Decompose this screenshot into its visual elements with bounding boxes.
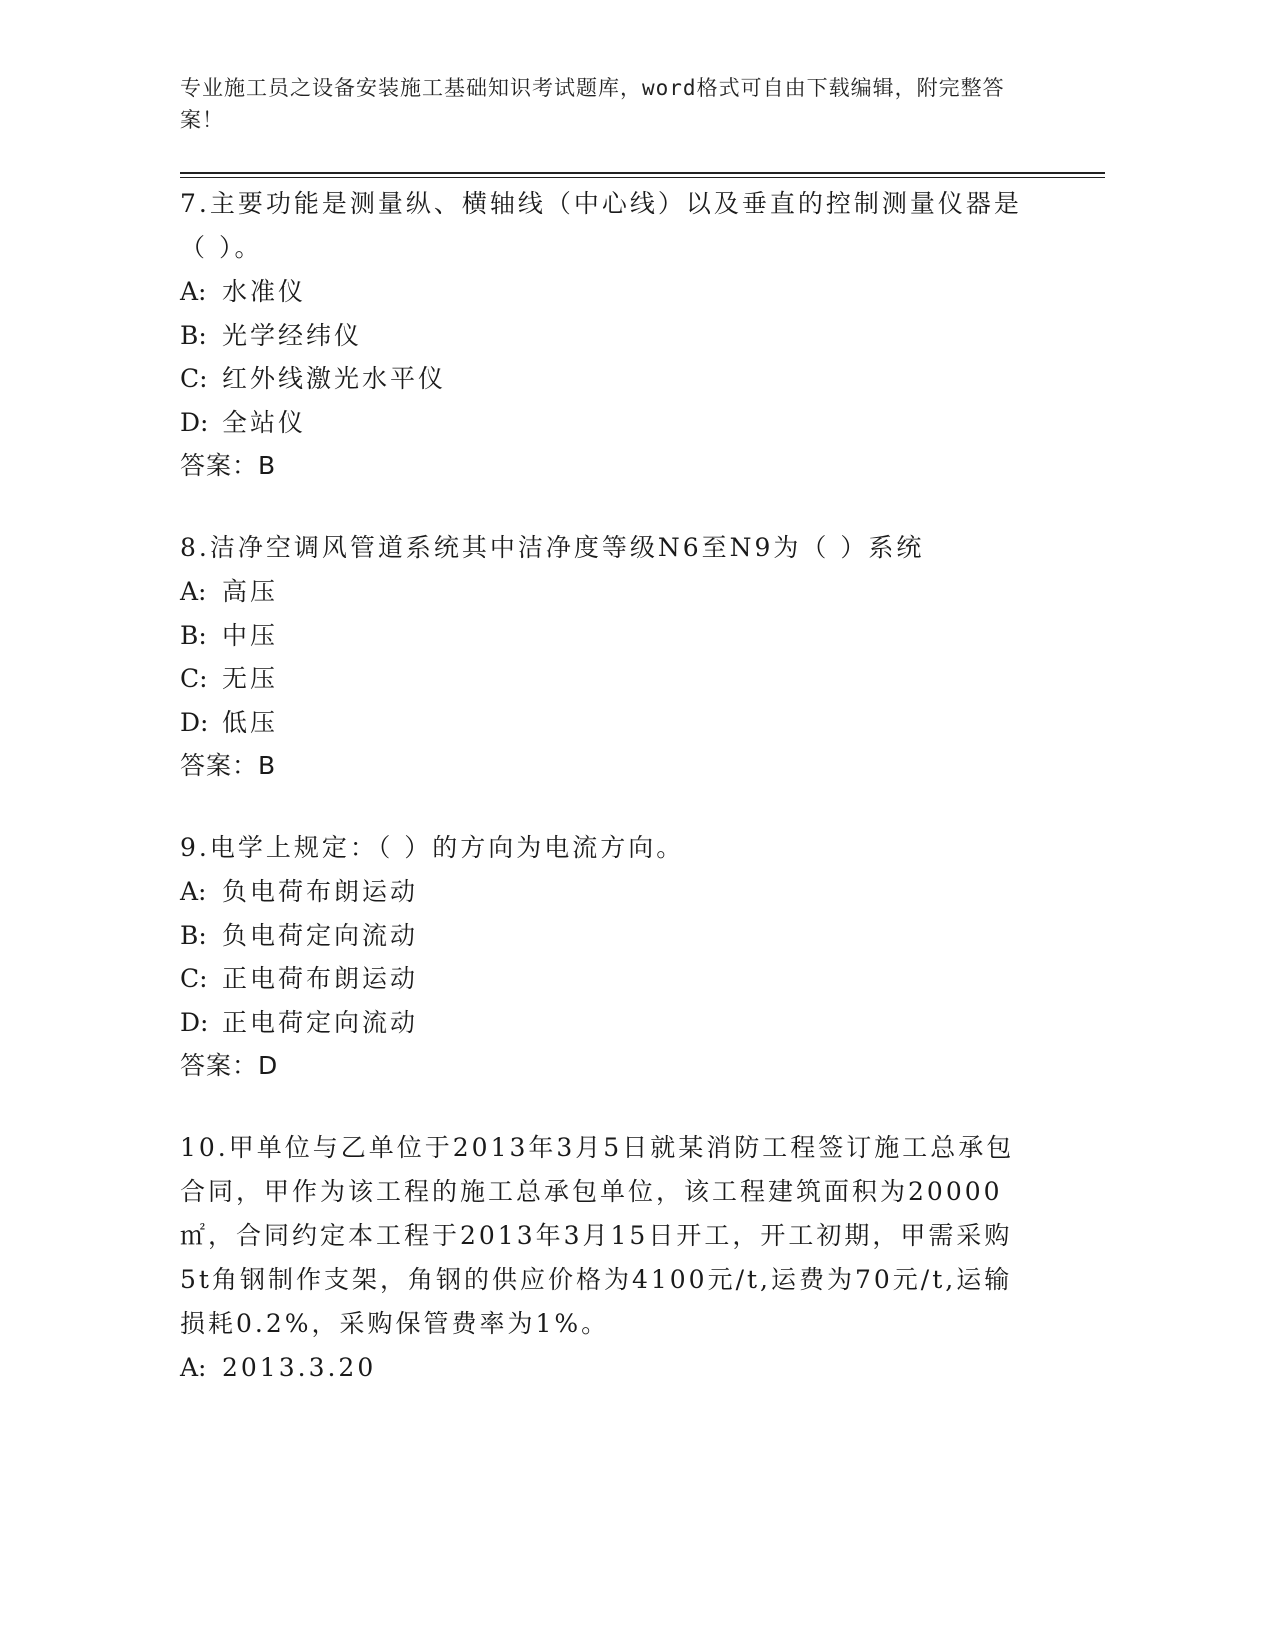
- option-b: [180, 614, 1040, 658]
- option-letter: A:: [180, 1353, 207, 1382]
- question-stem: 10.甲单位与乙单位于2013年3月5日就某消防工程签订施工总承包合同，甲作为该工程的施工总承包单位，该工程建筑面积为20000㎡，合同约定本工程于2013年3月15日开工，开工初期，甲需采购5t角钢制作支架，角钢的供应价格为4100元/t,运费为70元/t,运输损耗0.2%，采购保管费率为1%。: [180, 1133, 1015, 1338]
- question-stem: 8.洁净空调风管道系统其中洁净度等级N6至N9为（ ）系统: [180, 533, 925, 562]
- option-letter: B:: [180, 620, 207, 650]
- option-text: 2013.3.20: [222, 1353, 377, 1382]
- option-a: [180, 1346, 1040, 1390]
- question-10: [180, 1126, 1040, 1390]
- option-d: [180, 701, 1040, 745]
- option-d: [180, 1001, 1040, 1045]
- option-letter: D:: [180, 407, 209, 437]
- option-letter: D:: [180, 707, 209, 737]
- question-9: [180, 826, 1040, 1088]
- option-text: 水准仪: [222, 277, 307, 306]
- option-text: 红外线激光水平仪: [222, 364, 447, 393]
- question-stem: 7.主要功能是测量纵、横轴线（中心线）以及垂直的控制测量仪器是（ ）。: [180, 189, 1022, 262]
- option-text: 正电荷布朗运动: [222, 964, 419, 993]
- option-d: [180, 401, 1040, 445]
- question-list: [180, 182, 1040, 1428]
- option-letter: C:: [180, 664, 208, 693]
- answer-line: 答案：B: [180, 751, 277, 780]
- option-b: [180, 314, 1040, 358]
- option-a: [180, 870, 1040, 914]
- option-a: [180, 270, 1040, 314]
- question-7: [180, 182, 1040, 488]
- option-text: 低压: [222, 707, 279, 737]
- question-8: [180, 526, 1040, 788]
- option-letter: C:: [180, 964, 208, 993]
- header-divider-thick: [180, 172, 1105, 174]
- option-letter: C:: [180, 364, 208, 393]
- option-letter: D:: [180, 1007, 209, 1037]
- option-letter: A:: [180, 877, 207, 906]
- option-letter: A:: [180, 277, 207, 306]
- option-letter: A:: [180, 577, 207, 606]
- option-text: 正电荷定向流动: [222, 1007, 419, 1037]
- answer-line: 答案：B: [180, 451, 277, 480]
- document-header: 专业施工员之设备安装施工基础知识考试题库，word格式可自由下载编辑，附完整答案！: [180, 76, 1005, 132]
- option-text: 中压: [222, 620, 279, 650]
- option-letter: B:: [180, 320, 207, 350]
- option-a: [180, 570, 1040, 614]
- answer-line: 答案：D: [180, 1051, 279, 1080]
- option-c: [180, 957, 1040, 1001]
- option-b: [180, 914, 1040, 958]
- question-stem: 9.电学上规定：（ ）的方向为电流方向。: [180, 833, 685, 862]
- option-text: 全站仪: [222, 407, 307, 437]
- option-c: [180, 657, 1040, 701]
- option-text: 负电荷定向流动: [222, 920, 419, 950]
- option-text: 光学经纬仪: [222, 320, 363, 350]
- option-text: 无压: [222, 664, 279, 693]
- option-text: 高压: [222, 577, 279, 606]
- option-text: 负电荷布朗运动: [222, 877, 419, 906]
- header-divider-thin: [180, 177, 1105, 178]
- option-c: [180, 357, 1040, 401]
- option-letter: B:: [180, 920, 207, 950]
